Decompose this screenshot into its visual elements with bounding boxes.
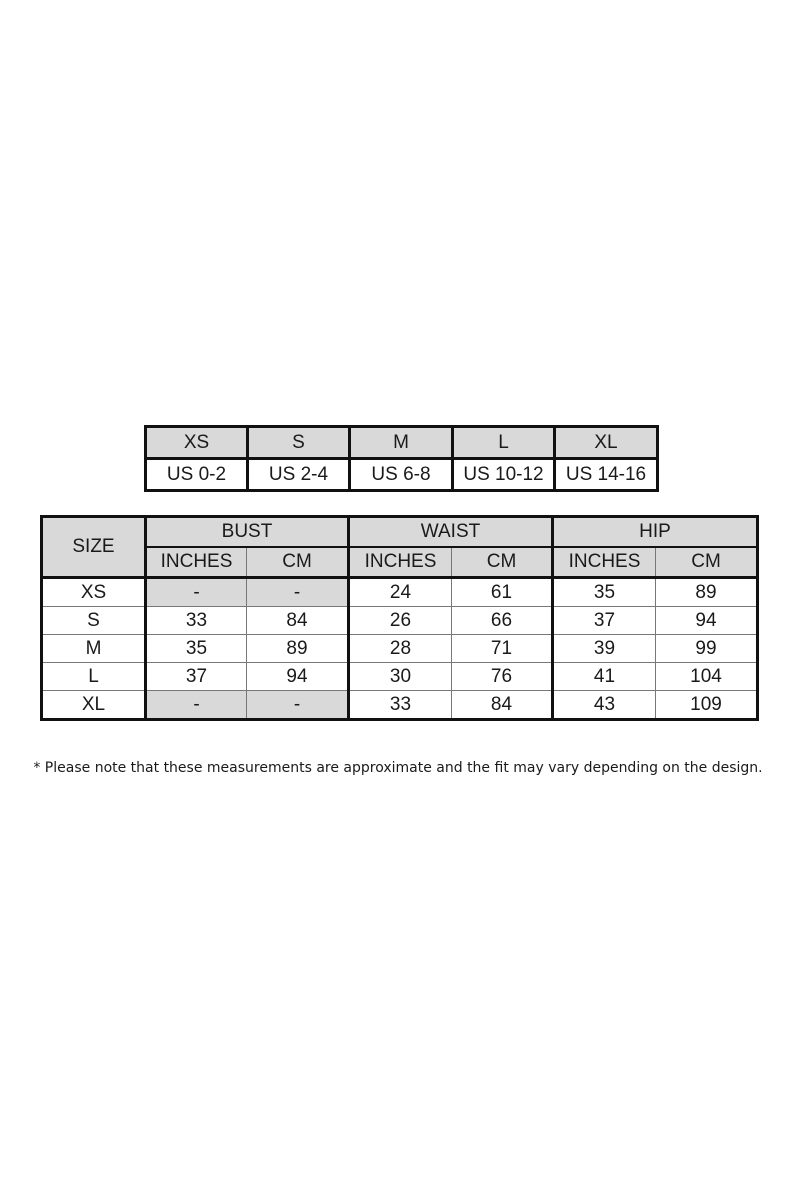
bust-inches-cell: 35	[146, 635, 247, 663]
size-label-row	[146, 427, 658, 459]
hip-inches-cell: 43	[553, 691, 656, 720]
size-cell: XS	[42, 578, 146, 607]
waist-inches-cell: 30	[349, 663, 452, 691]
footnote: * Please note that these measurements are approximate and the fit may vary depending on the design.	[33, 760, 763, 776]
hip-inches-cell: 39	[553, 635, 656, 663]
size-label-cell: XS	[146, 427, 248, 459]
size-label-cell: XL	[555, 427, 658, 459]
us-size-cell: US 6-8	[350, 459, 453, 491]
size-label-cell: S	[248, 427, 350, 459]
us-size-cell: US 10-12	[453, 459, 555, 491]
waist-cm-cell: 84	[452, 691, 553, 720]
table-row	[42, 578, 758, 607]
hip-inches-cell: 35	[553, 578, 656, 607]
unit-header: CM	[452, 547, 553, 578]
unit-header-row	[42, 547, 758, 578]
bust-cm-cell: 84	[247, 607, 349, 635]
unit-header: INCHES	[553, 547, 656, 578]
waist-inches-cell: 28	[349, 635, 452, 663]
size-header: SIZE	[42, 517, 146, 578]
waist-inches-cell: 26	[349, 607, 452, 635]
table-row	[42, 635, 758, 663]
table-row	[42, 663, 758, 691]
bust-cm-cell: -	[247, 578, 349, 607]
measurements-table	[40, 515, 759, 721]
bust-cm-cell: -	[247, 691, 349, 720]
size-label-cell: M	[350, 427, 453, 459]
hip-inches-cell: 37	[553, 607, 656, 635]
size-cell: M	[42, 635, 146, 663]
bust-cm-cell: 94	[247, 663, 349, 691]
hip-cm-cell: 99	[656, 635, 758, 663]
us-size-row	[146, 459, 658, 491]
unit-header: CM	[247, 547, 349, 578]
bust-inches-cell: -	[146, 691, 247, 720]
size-cell: XL	[42, 691, 146, 720]
us-size-conversion-table	[144, 425, 659, 492]
size-label-cell: L	[453, 427, 555, 459]
bust-inches-cell: -	[146, 578, 247, 607]
us-size-cell: US 14-16	[555, 459, 658, 491]
size-cell: S	[42, 607, 146, 635]
waist-cm-cell: 71	[452, 635, 553, 663]
waist-inches-cell: 33	[349, 691, 452, 720]
waist-cm-cell: 61	[452, 578, 553, 607]
bust-header: BUST	[146, 517, 349, 548]
unit-header: INCHES	[146, 547, 247, 578]
waist-header: WAIST	[349, 517, 553, 548]
bust-cm-cell: 89	[247, 635, 349, 663]
hip-cm-cell: 109	[656, 691, 758, 720]
waist-inches-cell: 24	[349, 578, 452, 607]
us-size-cell: US 0-2	[146, 459, 248, 491]
bust-inches-cell: 33	[146, 607, 247, 635]
table-row	[42, 691, 758, 720]
hip-inches-cell: 41	[553, 663, 656, 691]
size-cell: L	[42, 663, 146, 691]
group-header-row	[42, 517, 758, 548]
unit-header: CM	[656, 547, 758, 578]
hip-cm-cell: 89	[656, 578, 758, 607]
table-row	[42, 607, 758, 635]
unit-header: INCHES	[349, 547, 452, 578]
hip-cm-cell: 94	[656, 607, 758, 635]
waist-cm-cell: 76	[452, 663, 553, 691]
bust-inches-cell: 37	[146, 663, 247, 691]
waist-cm-cell: 66	[452, 607, 553, 635]
hip-cm-cell: 104	[656, 663, 758, 691]
us-size-cell: US 2-4	[248, 459, 350, 491]
hip-header: HIP	[553, 517, 758, 548]
